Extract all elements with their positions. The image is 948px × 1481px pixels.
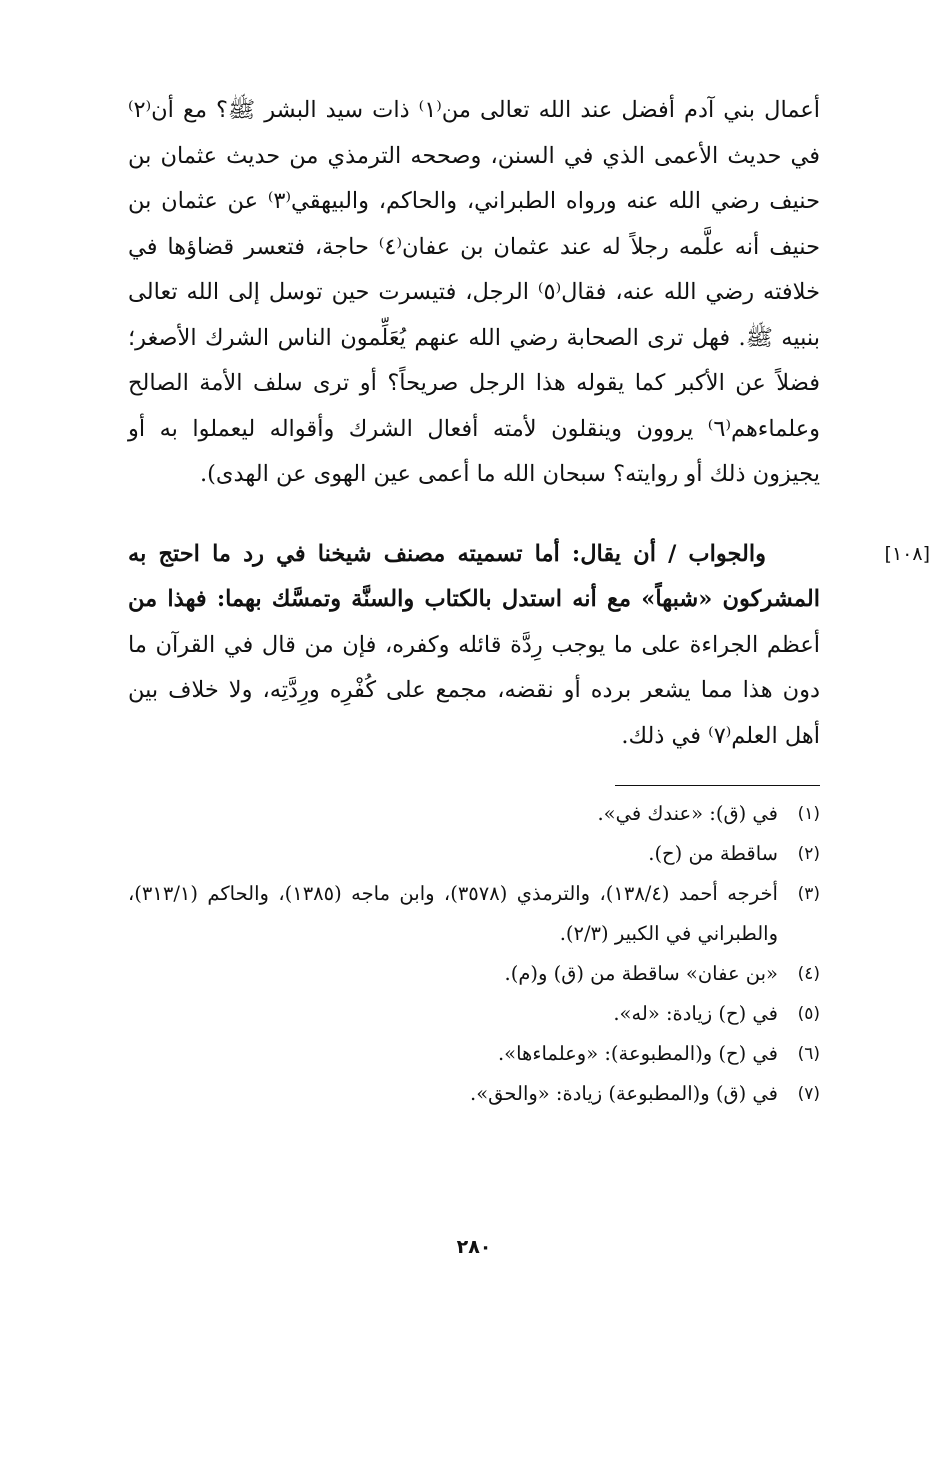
footnote-text: في (ق) و(المطبوعة) زيادة: «والحق». [470,1082,778,1105]
footnote-number: (٢) [797,844,820,864]
footnote-divider [615,785,820,786]
footnote-item [128,1074,820,1114]
footnote-text: في (ح) زيادة: «له». [613,1002,778,1025]
page-body [128,88,930,1114]
footnote-text: في (ح) و(المطبوعة): «وعلماءها». [497,1042,778,1065]
page-number: ٢٨٠ [456,1236,492,1258]
footnote-item [128,1034,820,1074]
footnotes-list [128,794,820,1114]
footnote-number: (٥) [797,1004,820,1024]
section-text-rest: أعظم الجراءة على ما يوجب رِدَّة قائله وكفره، فإن من قال في القرآن ما دون هذا مما يشعر برده أو نقضه، مجمع على كُفْرِه ورِدَّتِه، ولا خلاف بين أهل العلم⁽٧⁾ في ذلك. [128,631,820,749]
footnote-number: (٧) [797,1084,820,1104]
footnote-number: (٦) [797,1044,820,1064]
footnote-text: «بن عفان» ساقطة من (ق) و(م). [504,962,778,985]
footnote-item [128,994,820,1034]
footnote-number: (٤) [797,964,820,984]
footnote-text: في (ق): «عندك في». [597,802,778,825]
section-text [128,532,820,760]
footnote-number: (٣) [797,884,820,904]
footnote-text: أخرجه أحمد (١٣٨/٤)، والترمذي (٣٥٧٨)، وابن ماجه (١٣٨٥)، والحاكم (٣١٣/١)، والطبراني في الكبير (٢/٣). [128,882,778,945]
footnote-item [128,834,820,874]
footnote-item [128,954,820,994]
section-number: [١٠٨] [884,542,930,565]
footnote-number: (١) [797,804,820,824]
main-paragraph: أعمال بني آدم أفضل عند الله تعالى من⁽١⁾ ذات سيد البشر ﷺ؟ مع أن⁽٢⁾ في حديث الأعمى الذي في السنن، وصححه الترمذي من حديث عثمان بن حنيف رضي الله عنه ورواه الطبراني، والحاكم، والبيهقي⁽٣⁾ عن عثمان بن حنيف أنه علَّمه رجلاً له عند عثمان بن عفان⁽٤⁾ حاجة، فتعسر قضاؤها في خلافته رضي الله عنه، فقال⁽٥⁾ الرجل، فتيسرت حين توسل إلى الله تعالى بنبيه ﷺ. فهل ترى الصحابة رضي الله عنهم يُعَلِّمون الناس الشرك الأصغر؛ فضلاً عن الأكبر كما يقوله هذا الرجل صريحاً؟ أو ترى سلف الأمة الصالح وعلماءهم⁽٦⁾ يروون وينقلون لأمته أفعال الشرك وأقواله ليعملوا به أو يجيزون ذلك أو روايته؟ سبحان الله ما أعمى عين الهوى عن الهدى). [128,97,820,487]
footnote-text: ساقطة من (ح). [648,842,778,865]
section-text-bold: والجواب / أن يقال: أما تسميته مصنف شيخنا في رد ما احتج به المشركون «شبهاً» مع أنه استدل بالكتاب والسنَّة وتمسَّك بهما: فهذا من [128,540,820,612]
footnote-item [128,874,820,954]
section-108 [128,532,930,760]
footnote-item [128,794,820,834]
